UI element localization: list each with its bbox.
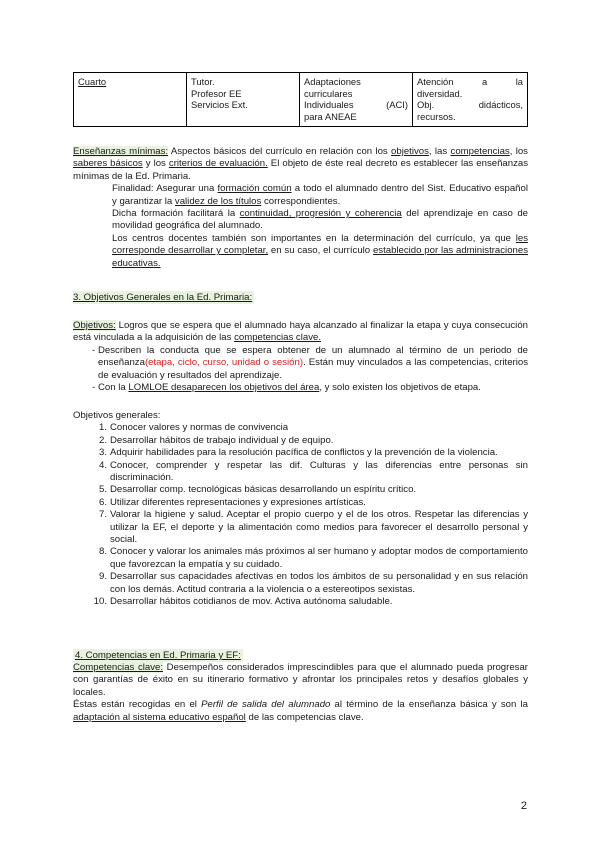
underlined-term: criterios de evaluación. [168,158,268,170]
dash-marker: - [92,344,96,356]
list-item [73,484,528,496]
objetivos-generales [73,410,528,609]
competencias-section [73,662,528,724]
item-number: 1. [98,422,107,434]
item-number: 2. [98,434,107,446]
text-run: Finalidad: Asegurar una [112,183,218,195]
item-text: Conocer, comprender y respetar las dif. Culturas y las diferencias entre personas sin discriminación. [110,459,528,484]
text-run: Aspectos básicos del currículo en relación con los [168,146,392,157]
finalidad-paragraph [73,183,528,208]
dash-marker: - [92,382,96,394]
underlined-term: competencias [450,146,510,157]
list-item [73,345,528,382]
ensenanzas-paragraph [73,146,528,183]
adaptation-word: (ACI) [386,99,408,111]
section-3-title: 3. Objetivos Generales en la Ed. Primaria: [73,292,253,303]
underlined-term: establecido por las administraciones educativas. [112,245,528,269]
text-run: , y solo existen los objetivos de etapa. [319,382,481,394]
objetivos-bullets [73,345,528,395]
section-4-title: 4. Competencias en Ed. Primaria y EF: [75,650,241,661]
text-run: al término de la enseñanza básica y son la [330,699,528,711]
text-run: Desempeños considerados imprescindibles para que el alumnado pueda progresar con garantías de éxito en su itinerario formativo y afrontar los principales retos y desafíos globales y locales. [73,662,528,698]
diversity-word: didácticos, [478,99,523,111]
item-number: 9. [98,571,107,583]
list-item [73,596,528,608]
underlined-term: competencias clave. [234,332,321,344]
item-number: 10. [93,596,107,608]
text-run: del aprendizaje en caso de movilidad geográfica del alumnado. [112,208,528,232]
text-run: a todo el alumnado dentro del Sist. Educativo español y garantizar la [112,183,528,207]
summary-table [73,72,528,127]
table-cell-adaptations [300,73,413,127]
objetivos-generales-list [73,422,528,608]
diversity-line: diversidad. [417,87,463,99]
item-number: 5. [98,484,107,496]
list-item [73,509,528,546]
page-number: 2 [520,800,527,812]
text-run: El objeto de éste real decreto es establecer las enseñanzas mínimas de la Ed. Primaria. [73,158,529,182]
perfil-paragraph [73,699,528,724]
list-item [73,382,528,394]
underlined-term: adaptación al sistema educativo español [73,711,246,723]
table-cell-roles [187,73,300,127]
text-run: en su caso, el currículo [268,245,373,257]
highlighted-red-text: (etapa, ciclo, curso, unidad o sesión) [144,357,304,369]
ensenanzas-section [73,146,528,270]
competencias-paragraph [73,662,528,699]
ensenanzas-term: Enseñanzas mínimas: [73,146,169,157]
text-run: . Están muy vinculados a las competencias, criterios de evaluación y resultados del aprendizaje. [98,357,529,381]
text-run: correspondientes. [261,195,341,207]
diversity-line: recursos. [417,110,456,122]
underlined-term: validez de los títulos [174,195,262,207]
item-text: Desarrollar sus capacidades afectivas en todos los ámbitos de su personalidad y en sus relación con los demás. Actitud contraria a la violencia o a estereotipos sexistas. [110,571,528,595]
list-item [73,435,528,447]
role-line: Servicios Ext. [191,99,248,111]
text-run: de las competencias clave. [245,711,364,723]
role-line: Profesor EE [191,87,242,99]
text-run: Logros que se espera que el alumnado haya alcanzado al finalizar la etapa y cuya consecución está vinculada a la adquisición de las [73,320,528,344]
adaptation-line: para ANEAE [304,110,357,122]
item-number: 8. [98,546,107,558]
item-text: Adquirir habilidades para la resolución pacífica de conflictos y la prevención de la violencia. [110,447,498,459]
table-row [74,73,528,127]
item-text: Desarrollar comp. tecnológicas básicas desarrollando un espíritu crítico. [110,484,417,496]
underlined-term: LOMLOE desaparecen los objetivos del área [128,382,320,394]
underlined-term: formación común [217,183,292,195]
table-cell-course [74,73,187,127]
item-text: Conocer valores y normas de convivencia [110,422,289,434]
text-run: , los [509,146,528,157]
item-text: Conocer y valorar los animales más próximos al ser humano y adoptar modos de comportamiento que favorezcan la empatía y su cuidado. [110,546,528,570]
list-item [73,460,528,485]
adaptation-line: Adaptaciones [304,76,361,87]
dicha-paragraph [73,208,528,233]
item-text: Utilizar diferentes representaciones y expresiones artísticas. [110,496,366,508]
text-run: Describen la conducta que se espera obtener de un alumnado al término de un periodo de enseñanza [98,344,528,369]
objetivos-section [73,320,528,394]
list-item [73,497,528,509]
item-text: Desarrollar hábitos cotidianos de mov. Activa autónoma saludable. [110,596,393,608]
objetivos-generales-label: Objetivos generales: [73,410,161,421]
item-text: Valorar la higiene y salud. Aceptar el propio cuerpo y el de los otros. Respetar las diferencias y utilizar la EF, el deporte y la alimentación como medios para favorecer el desarrollo personal y social. [110,509,528,546]
list-item [73,447,528,459]
underlined-term: objetivos [391,146,429,157]
objetivos-paragraph [73,320,528,345]
item-number: 4. [98,459,107,471]
underlined-term: continuidad, progresión y coherencia [239,208,402,220]
adaptation-line [304,99,408,111]
italic-term: Perfil de salida del alumnado [201,699,331,711]
text-run: Éstas están recogidas en el [73,699,202,711]
competencias-term: Competencias clave: [73,662,164,673]
text-run: , las [428,146,451,157]
list-item [73,422,528,434]
diversity-line [417,76,523,88]
diversity-line [417,99,523,111]
diversity-word: a [481,76,488,87]
table-cell-diversity [413,73,528,127]
text-run: Los centros docentes también son importantes en la determinación del currículo, ya que [112,232,516,244]
section-4-heading [73,650,528,662]
diversity-word: la [515,76,523,87]
course-label: Cuarto [78,76,107,87]
centros-paragraph [73,233,528,270]
role-line: Tutor. [191,76,215,87]
list-item [73,546,528,571]
text-run: y los [142,158,169,170]
underlined-term: les corresponde desarrollar y completar, [112,232,528,257]
item-number: 6. [98,496,107,508]
text-run: Con la [98,382,129,394]
diversity-word: Atención [417,76,454,87]
item-number: 7. [98,509,107,521]
text-run: Dicha formación facilitará la [112,208,240,220]
underlined-term: saberes básicos [73,158,143,170]
item-text: Desarrollar hábitos de trabajo individual y de equipo. [110,434,334,446]
item-number: 3. [98,447,107,459]
diversity-word: Obj. [417,99,435,111]
section-3-heading [73,292,528,304]
list-item [73,571,528,596]
objetivos-term: Objetivos: [73,320,116,331]
adaptation-line: curriculares [304,87,353,99]
adaptation-word: Individuales [304,99,354,111]
